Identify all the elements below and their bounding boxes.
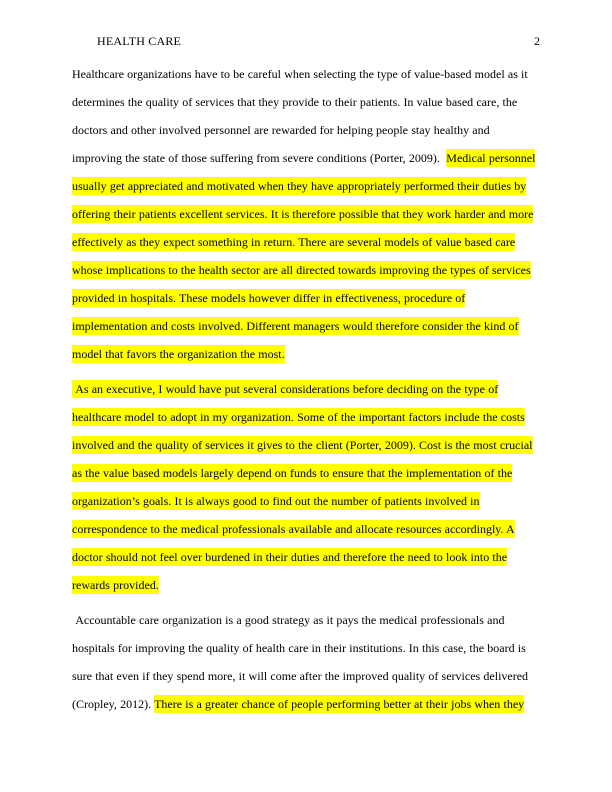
highlighted-text: As an executive, I would have put several considerations before deciding on the type of healthcare model to adopt in my organization. Some of the important factors include the costs involved and the quality of services it gives to the client (Porter, 2009). Cost is the most crucial as the value based models largely depend on funds to ensure that the implementation of the organization’s goals. It is always good to find out the number of patients involved in correspondence to the medical professionals available and allocate resources accordingly. A doctor should not feel over burdened in their duties and therefore the need to look into the rewards provided. — [72, 382, 533, 592]
body-text: Accountable care organization is a good strategy as it pays the medical professionals and hospitals for improving the quality of health care in their institutions. In this case, the board is sure that even if they spend more, it will come after the improved quality of services delivered (Cropley, 2012). — [72, 613, 529, 711]
running-head: HEALTH CARE — [97, 34, 182, 48]
paragraph — [72, 60, 540, 368]
paragraph — [72, 606, 540, 718]
page-number: 2 — [534, 34, 540, 48]
document-body — [72, 60, 540, 718]
body-text: Healthcare organizations have to be careful when selecting the type of value-based model as it determines the quality of services that they provide to their patients. In value based care, the doctors and other involved personnel are rewarded for helping people stay healthy and improving the state of those suffering from severe conditions (Porter, 2009). — [72, 67, 528, 165]
page-header — [72, 34, 540, 48]
paragraph — [72, 375, 540, 599]
highlighted-text: Medical personnel usually get appreciated and motivated when they have appropriately performed their duties by offering their patients excellent services. It is therefore possible that they work harder and more effectively as they expect something in return. There are several models of value based care whose implications to the health sector are all directed towards improving the types of services provided in hospitals. These models however differ in effectiveness, procedure of implementation and costs involved. Different managers would therefore consider the kind of model that favors the organization the most. — [72, 151, 536, 361]
highlighted-text: There is a greater chance of people performing better at their jobs when they — [154, 697, 525, 711]
